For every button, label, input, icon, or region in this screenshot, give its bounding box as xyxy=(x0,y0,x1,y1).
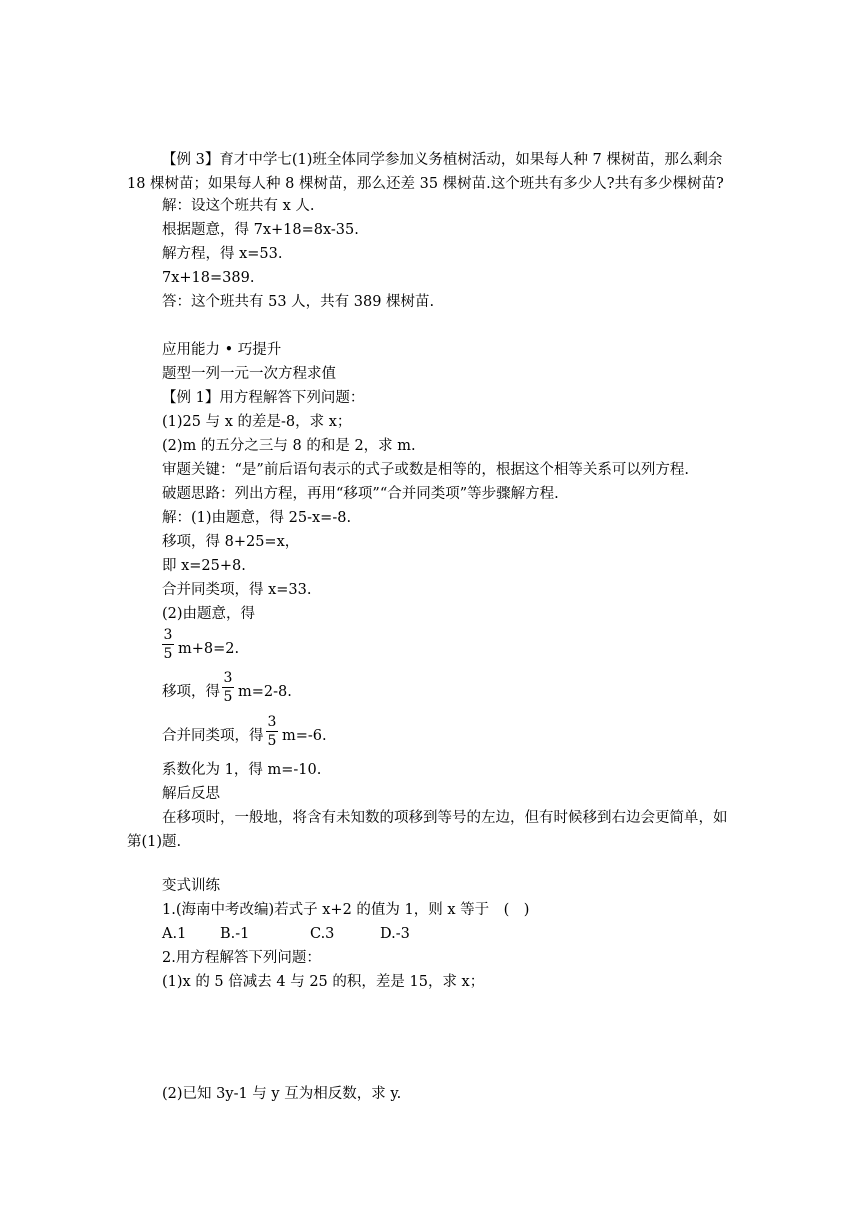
fraction-numerator: 3 xyxy=(163,627,173,643)
training-title: 变式训练 xyxy=(162,878,220,894)
fraction-numerator: 3 xyxy=(223,670,233,686)
example1-title: 【例 1】用方程解答下列问题： xyxy=(162,390,365,406)
training-question-2: 2.用方程解答下列问题： xyxy=(162,950,321,966)
example3-solution-line: 解：设这个班共有 x 人. xyxy=(162,198,315,214)
solution-line: 移项，得 8+25=x， xyxy=(162,534,300,550)
example3-solution-line: 根据题意，得 7x+18=8x-35. xyxy=(162,222,359,238)
example1-part2: (2)m 的五分之三与 8 的和是 2，求 m. xyxy=(162,438,416,454)
reflection-paragraph xyxy=(127,806,733,854)
fraction xyxy=(222,670,234,705)
fraction-bar xyxy=(266,731,278,732)
equation-text: m=-6. xyxy=(282,728,327,744)
example3-answer: 答：这个班共有 53 人，共有 389 棵树苗. xyxy=(162,294,435,310)
training-question-2-part2: (2)已知 3y-1 与 y 互为相反数，求 y. xyxy=(162,1086,402,1102)
example3-problem xyxy=(127,148,733,196)
fraction xyxy=(266,714,278,749)
option-a: A.1 xyxy=(162,926,187,942)
fraction xyxy=(162,627,174,662)
fraction-bar xyxy=(162,644,174,645)
solution-line: (2)由题意，得 xyxy=(162,606,256,622)
reflection-title: 解后反思 xyxy=(162,786,220,802)
key-point: 审题关键：“是”前后语句表示的式子或数是相等的，根据这个相等关系可以列方程. xyxy=(162,462,689,478)
equation-text: 移项，得 xyxy=(162,684,220,700)
option-c: C.3 xyxy=(310,926,335,942)
option-d: D.-3 xyxy=(380,926,410,942)
example3-solution-line: 解方程，得 x=53. xyxy=(162,246,283,262)
fraction-bar xyxy=(222,687,234,688)
fraction-denominator: 5 xyxy=(223,689,233,705)
option-b: B.-1 xyxy=(220,926,250,942)
solution-line: 即 x=25+8. xyxy=(162,558,246,574)
example1-part1: (1)25 与 x 的差是-8，求 x； xyxy=(162,414,352,430)
example3-solution-line: 7x+18=389. xyxy=(162,270,255,286)
solution-line: 解：(1)由题意，得 25-x=-8. xyxy=(162,510,352,526)
reflection-text: 在移项时，一般地，将含有未知数的项移到等号的左边，但有时候移到右边会更简单，如第(1)题. xyxy=(127,810,728,850)
equation-text: m=2-8. xyxy=(238,684,292,700)
equation-text: m+8=2. xyxy=(178,641,240,657)
fraction-denominator: 5 xyxy=(267,733,277,749)
training-question-1: 1.(海南中考改编)若式子 x+2 的值为 1，则 x 等于 ( ) xyxy=(162,902,530,918)
example3-problem-text: 【例 3】育才中学七(1)班全体同学参加义务植树活动，如果每人种 7 棵树苗，那么剩余 18 棵树苗；如果每人种 8 棵树苗，那么还差 35 棵树苗.这个班共有多少人?共有多少棵树苗? xyxy=(127,152,724,192)
fraction-denominator: 5 xyxy=(163,646,173,662)
section-subtitle: 题型一列一元一次方程求值 xyxy=(162,366,336,382)
section-title: 应用能力 • 巧提升 xyxy=(162,342,282,358)
equation-text: 合并同类项，得 xyxy=(162,728,264,744)
solving-idea: 破题思路：列出方程，再用“移项”“合并同类项”等步骤解方程. xyxy=(162,486,559,502)
training-question-2-part1: (1)x 的 5 倍减去 4 与 25 的积，差是 15，求 x； xyxy=(162,974,485,990)
solution-line: 系数化为 1，得 m=-10. xyxy=(162,762,322,778)
solution-line: 合并同类项，得 x=33. xyxy=(162,582,312,598)
fraction-numerator: 3 xyxy=(267,714,277,730)
